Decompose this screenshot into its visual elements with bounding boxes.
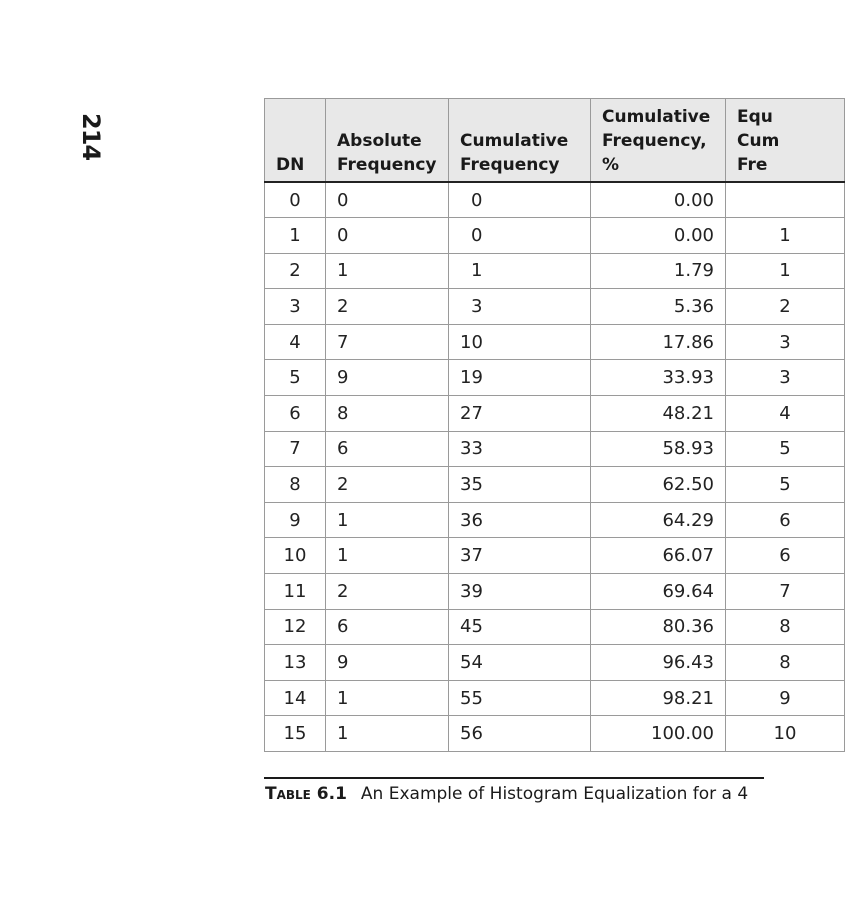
cell-absolute-frequency: 0 — [326, 182, 449, 218]
cell-absolute-frequency: 1 — [326, 680, 449, 716]
cell-equalized: 1 — [726, 253, 845, 289]
cell-equalized — [726, 182, 845, 218]
page-number: 214 — [77, 113, 105, 161]
cell-cumulative-percent: 64.29 — [591, 502, 726, 538]
cell-cumulative-frequency: 37 — [449, 538, 591, 574]
table-row — [265, 609, 845, 645]
cell-cumulative-frequency: 27 — [449, 396, 591, 432]
header-line: Absolute — [337, 131, 422, 151]
cell-dn: 9 — [265, 502, 326, 538]
cell-cumulative-percent: 100.00 — [591, 716, 726, 752]
cell-equalized: 1 — [726, 218, 845, 254]
cell-dn: 10 — [265, 538, 326, 574]
cell-cumulative-frequency: 19 — [449, 360, 591, 396]
header-absolute-frequency — [326, 99, 449, 183]
cell-cumulative-percent: 96.43 — [591, 645, 726, 681]
cell-cumulative-percent: 17.86 — [591, 324, 726, 360]
table-row — [265, 253, 845, 289]
cell-absolute-frequency: 0 — [326, 218, 449, 254]
cell-dn: 15 — [265, 716, 326, 752]
cell-equalized: 6 — [726, 538, 845, 574]
cell-absolute-frequency: 1 — [326, 253, 449, 289]
cell-dn: 12 — [265, 609, 326, 645]
cell-absolute-frequency: 9 — [326, 360, 449, 396]
cell-cumulative-frequency: 33 — [449, 431, 591, 467]
table-row — [265, 289, 845, 325]
cell-cumulative-percent: 5.36 — [591, 289, 726, 325]
table-row — [265, 645, 845, 681]
cell-dn: 3 — [265, 289, 326, 325]
cell-equalized: 5 — [726, 467, 845, 503]
caption-text: An Example of Histogram Equalization for a 4 — [360, 784, 749, 804]
header-equalized-cumulative-frequency — [726, 99, 845, 183]
cell-cumulative-frequency: 54 — [449, 645, 591, 681]
cell-absolute-frequency: 6 — [326, 431, 449, 467]
cell-cumulative-percent: 58.93 — [591, 431, 726, 467]
cell-cumulative-frequency: 39 — [449, 574, 591, 610]
header-line: Fre — [737, 155, 768, 175]
table-container — [264, 98, 797, 760]
cell-dn: 7 — [265, 431, 326, 467]
caption-rule — [264, 777, 764, 779]
cell-cumulative-percent: 80.36 — [591, 609, 726, 645]
header-line: Cumulative — [602, 107, 711, 127]
cell-absolute-frequency: 8 — [326, 396, 449, 432]
cell-cumulative-frequency: 10 — [449, 324, 591, 360]
table-row — [265, 680, 845, 716]
cell-equalized: 5 — [726, 431, 845, 467]
cell-cumulative-percent: 0.00 — [591, 218, 726, 254]
header-line: Frequency, — [602, 131, 707, 151]
table-row — [265, 431, 845, 467]
table-caption — [265, 783, 764, 805]
header-line: Equ — [737, 107, 773, 127]
table-row — [265, 467, 845, 503]
cell-cumulative-frequency: 55 — [449, 680, 591, 716]
cell-cumulative-percent: 66.07 — [591, 538, 726, 574]
table-row — [265, 502, 845, 538]
header-dn — [265, 99, 326, 183]
cell-cumulative-frequency: 0 — [449, 182, 591, 218]
cell-cumulative-percent: 1.79 — [591, 253, 726, 289]
cell-absolute-frequency: 9 — [326, 645, 449, 681]
cell-dn: 6 — [265, 396, 326, 432]
cell-absolute-frequency: 2 — [326, 574, 449, 610]
cell-absolute-frequency: 6 — [326, 609, 449, 645]
table-body — [265, 182, 845, 752]
cell-equalized: 7 — [726, 574, 845, 610]
cell-cumulative-percent: 98.21 — [591, 680, 726, 716]
cell-dn: 2 — [265, 253, 326, 289]
cell-absolute-frequency: 2 — [326, 467, 449, 503]
header-line: Cum — [737, 131, 780, 151]
table-row — [265, 218, 845, 254]
cell-dn: 14 — [265, 680, 326, 716]
cell-absolute-frequency: 1 — [326, 502, 449, 538]
cell-dn: 5 — [265, 360, 326, 396]
cell-equalized: 8 — [726, 609, 845, 645]
header-line: Cumulative — [460, 131, 569, 151]
cell-cumulative-frequency: 1 — [449, 253, 591, 289]
cell-cumulative-percent: 33.93 — [591, 360, 726, 396]
cell-equalized: 2 — [726, 289, 845, 325]
header-line: DN — [276, 155, 305, 175]
cell-equalized: 10 — [726, 716, 845, 752]
header-cumulative-frequency-percent — [591, 99, 726, 183]
cell-absolute-frequency: 2 — [326, 289, 449, 325]
cell-equalized: 4 — [726, 396, 845, 432]
histogram-table — [264, 98, 845, 752]
table-row — [265, 538, 845, 574]
cell-equalized: 6 — [726, 502, 845, 538]
cell-cumulative-frequency: 36 — [449, 502, 591, 538]
cell-equalized: 8 — [726, 645, 845, 681]
cell-cumulative-frequency: 3 — [449, 289, 591, 325]
header-line: Frequency — [460, 155, 560, 175]
table-row — [265, 182, 845, 218]
table-header-row — [265, 99, 845, 183]
cell-absolute-frequency: 1 — [326, 538, 449, 574]
table-row — [265, 574, 845, 610]
cell-cumulative-frequency: 56 — [449, 716, 591, 752]
cell-equalized: 9 — [726, 680, 845, 716]
table-row — [265, 360, 845, 396]
cell-cumulative-percent: 69.64 — [591, 574, 726, 610]
cell-cumulative-frequency: 0 — [449, 218, 591, 254]
cell-dn: 0 — [265, 182, 326, 218]
cell-equalized: 3 — [726, 324, 845, 360]
cell-cumulative-percent: 62.50 — [591, 467, 726, 503]
table-row — [265, 324, 845, 360]
header-cumulative-frequency — [449, 99, 591, 183]
cell-dn: 11 — [265, 574, 326, 610]
cell-cumulative-percent: 0.00 — [591, 182, 726, 218]
header-line: Frequency — [337, 155, 437, 175]
cell-cumulative-frequency: 35 — [449, 467, 591, 503]
cell-dn: 13 — [265, 645, 326, 681]
caption-label: Table 6.1 — [265, 784, 347, 804]
table-row — [265, 396, 845, 432]
cell-cumulative-frequency: 45 — [449, 609, 591, 645]
cell-absolute-frequency: 7 — [326, 324, 449, 360]
cell-cumulative-percent: 48.21 — [591, 396, 726, 432]
header-line: % — [602, 155, 620, 175]
cell-absolute-frequency: 1 — [326, 716, 449, 752]
table-row — [265, 716, 845, 752]
cell-dn: 4 — [265, 324, 326, 360]
cell-dn: 8 — [265, 467, 326, 503]
cell-equalized: 3 — [726, 360, 845, 396]
cell-dn: 1 — [265, 218, 326, 254]
